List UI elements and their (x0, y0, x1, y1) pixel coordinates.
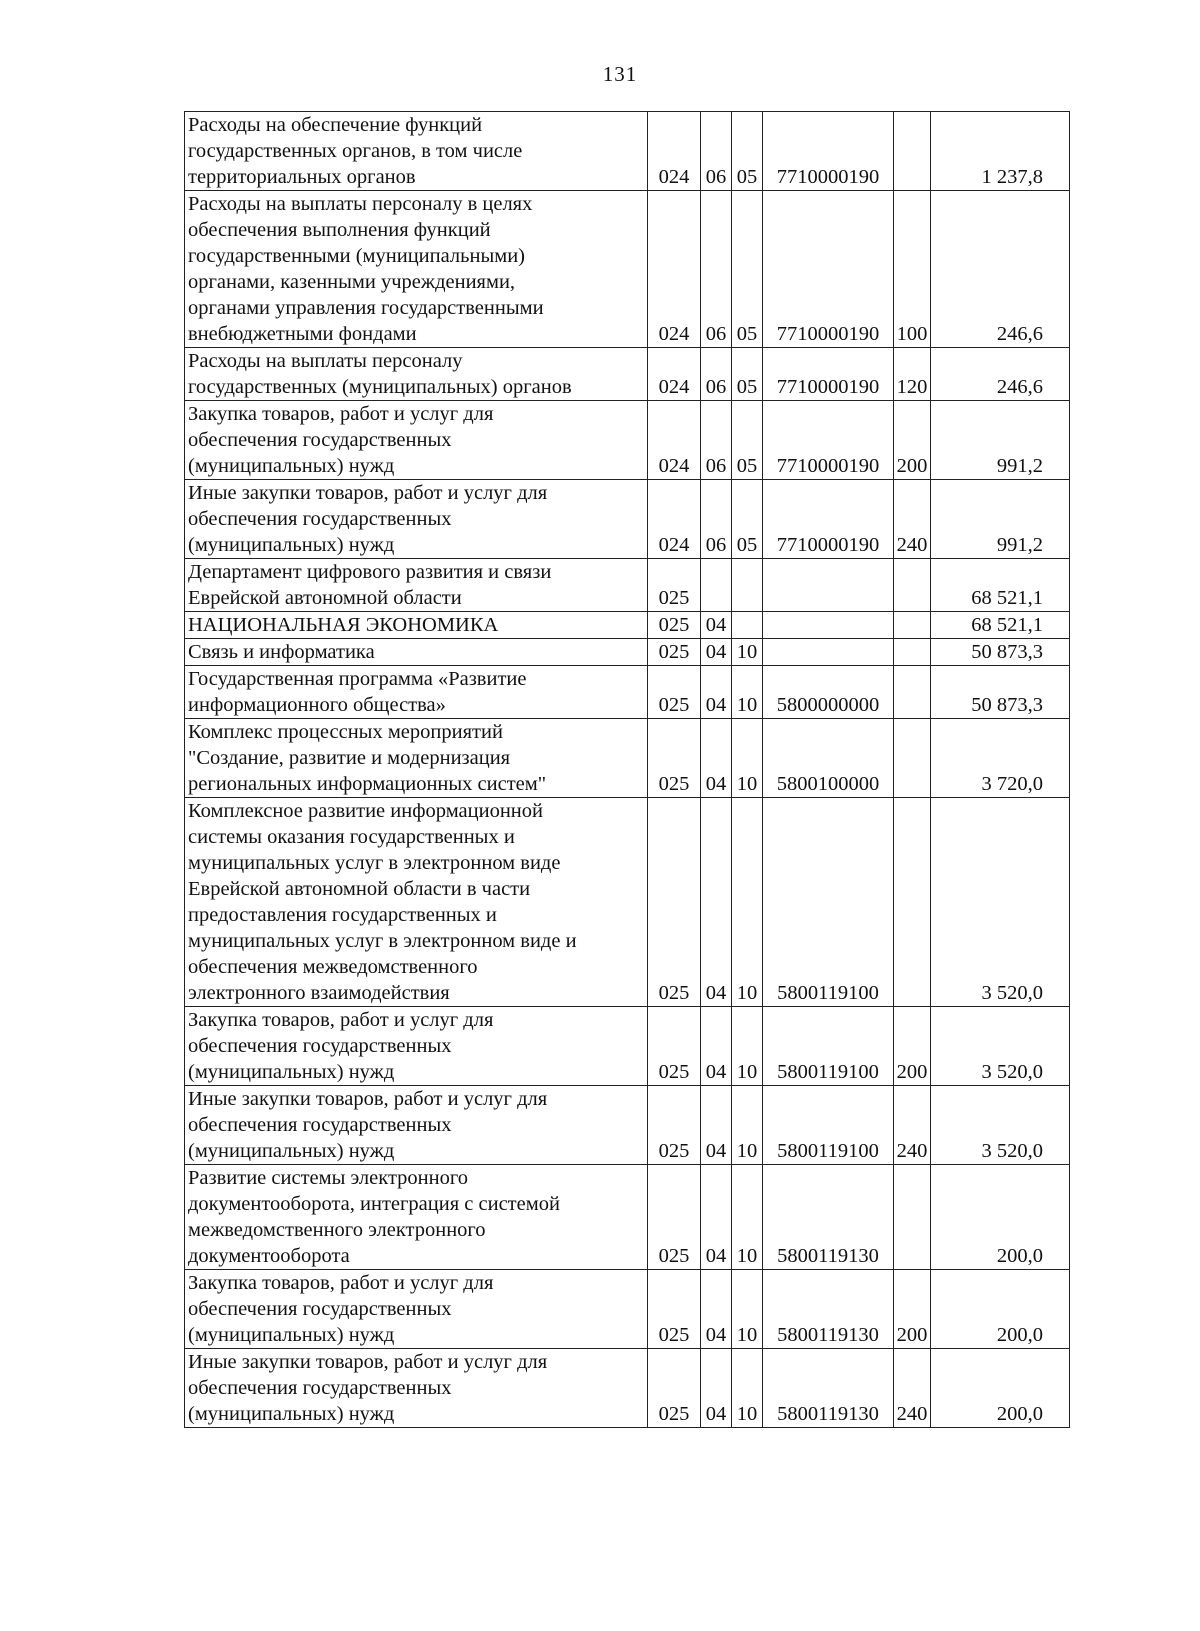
table-row (185, 666, 1070, 719)
cell-name: Комплексное развитие информационной системы оказания государственных и муниципальных услуг в электронном виде Еврейской автономной области в части предоставления государственных и муниципальных услуг в электронном виде и обеспечения межведомственного электронного взаимодействия (185, 798, 648, 1007)
cell-target-article: 5800119130 (763, 1165, 894, 1270)
cell-target-article: 5800119130 (763, 1349, 894, 1428)
cell-name: Департамент цифрового развития и связи Еврейской автономной области (185, 559, 648, 612)
cell-gr-code: 025 (648, 1086, 701, 1165)
cell-target-article: 5800119100 (763, 1086, 894, 1165)
cell-expense-type: 240 (894, 480, 931, 559)
cell-subsection (732, 559, 763, 612)
cell-amount: 200,0 (931, 1270, 1070, 1349)
cell-amount: 50 873,3 (931, 639, 1070, 666)
cell-expense-type: 200 (894, 401, 931, 480)
cell-amount: 3 720,0 (931, 719, 1070, 798)
cell-amount: 68 521,1 (931, 612, 1070, 639)
cell-amount: 200,0 (931, 1349, 1070, 1428)
cell-section: 04 (701, 1349, 732, 1428)
cell-name: Государственная программа «Развитие информационного общества» (185, 666, 648, 719)
cell-gr-code: 025 (648, 798, 701, 1007)
table-row (185, 1007, 1070, 1086)
table-row (185, 1086, 1070, 1165)
cell-subsection: 05 (732, 112, 763, 191)
cell-amount: 68 521,1 (931, 559, 1070, 612)
cell-target-article (763, 559, 894, 612)
cell-expense-type (894, 666, 931, 719)
table-row (185, 1270, 1070, 1349)
cell-name: Расходы на выплаты персоналу в целях обеспечения выполнения функций государственными (муниципальными) органами, казенными учреждениями, органами управления государственными внебюджетными фондами (185, 191, 648, 348)
table-body (185, 112, 1070, 1428)
cell-expense-type: 200 (894, 1270, 931, 1349)
table-row (185, 798, 1070, 1007)
cell-subsection: 10 (732, 1349, 763, 1428)
cell-name: Закупка товаров, работ и услуг для обеспечения государственных (муниципальных) нужд (185, 1270, 648, 1349)
table-row (185, 348, 1070, 401)
cell-target-article (763, 612, 894, 639)
cell-name: Расходы на обеспечение функций государственных органов, в том числе территориальных органов (185, 112, 648, 191)
cell-subsection: 10 (732, 1270, 763, 1349)
cell-subsection: 05 (732, 191, 763, 348)
cell-expense-type (894, 639, 931, 666)
cell-gr-code: 025 (648, 719, 701, 798)
cell-section: 04 (701, 666, 732, 719)
cell-target-article (763, 639, 894, 666)
cell-subsection: 10 (732, 639, 763, 666)
cell-name: Иные закупки товаров, работ и услуг для обеспечения государственных (муниципальных) нужд (185, 1086, 648, 1165)
cell-expense-type (894, 719, 931, 798)
cell-name: Иные закупки товаров, работ и услуг для обеспечения государственных (муниципальных) нужд (185, 480, 648, 559)
cell-gr-code: 025 (648, 559, 701, 612)
cell-expense-type: 200 (894, 1007, 931, 1086)
cell-gr-code: 025 (648, 1165, 701, 1270)
cell-section: 04 (701, 798, 732, 1007)
cell-gr-code: 024 (648, 112, 701, 191)
cell-amount: 991,2 (931, 401, 1070, 480)
cell-section: 06 (701, 348, 732, 401)
cell-gr-code: 025 (648, 1349, 701, 1428)
cell-subsection: 10 (732, 1165, 763, 1270)
cell-section: 04 (701, 719, 732, 798)
cell-expense-type: 120 (894, 348, 931, 401)
cell-subsection: 10 (732, 1086, 763, 1165)
table-row (185, 480, 1070, 559)
cell-target-article: 5800119100 (763, 1007, 894, 1086)
cell-name: Развитие системы электронного документооборота, интеграция с системой межведомственного электронного документооборота (185, 1165, 648, 1270)
cell-section: 04 (701, 1270, 732, 1349)
cell-name: Закупка товаров, работ и услуг для обеспечения государственных (муниципальных) нужд (185, 401, 648, 480)
cell-expense-type (894, 559, 931, 612)
cell-section: 06 (701, 401, 732, 480)
cell-target-article: 5800000000 (763, 666, 894, 719)
cell-amount: 246,6 (931, 191, 1070, 348)
cell-expense-type: 240 (894, 1349, 931, 1428)
cell-target-article: 7710000190 (763, 191, 894, 348)
cell-section: 06 (701, 191, 732, 348)
cell-subsection: 05 (732, 401, 763, 480)
cell-target-article: 5800119130 (763, 1270, 894, 1349)
cell-target-article: 7710000190 (763, 480, 894, 559)
cell-gr-code: 024 (648, 401, 701, 480)
cell-section: 04 (701, 639, 732, 666)
cell-section: 04 (701, 1007, 732, 1086)
cell-amount: 3 520,0 (931, 798, 1070, 1007)
cell-expense-type (894, 1165, 931, 1270)
table-row (185, 191, 1070, 348)
cell-name: Комплекс процессных мероприятий "Создание, развитие и модернизация региональных информационных систем" (185, 719, 648, 798)
cell-amount: 200,0 (931, 1165, 1070, 1270)
cell-subsection (732, 612, 763, 639)
cell-section (701, 559, 732, 612)
cell-name: Закупка товаров, работ и услуг для обеспечения государственных (муниципальных) нужд (185, 1007, 648, 1086)
cell-target-article: 7710000190 (763, 401, 894, 480)
table-row (185, 639, 1070, 666)
table-row (185, 1165, 1070, 1270)
cell-gr-code: 025 (648, 639, 701, 666)
cell-gr-code: 024 (648, 191, 701, 348)
cell-section: 04 (701, 612, 732, 639)
cell-gr-code: 025 (648, 612, 701, 639)
cell-name: Расходы на выплаты персоналу государственных (муниципальных) органов (185, 348, 648, 401)
cell-name: Связь и информатика (185, 639, 648, 666)
cell-target-article: 7710000190 (763, 348, 894, 401)
cell-amount: 50 873,3 (931, 666, 1070, 719)
cell-section: 04 (701, 1165, 732, 1270)
cell-name: Иные закупки товаров, работ и услуг для обеспечения государственных (муниципальных) нужд (185, 1349, 648, 1428)
cell-amount: 991,2 (931, 480, 1070, 559)
table-row (185, 719, 1070, 798)
cell-section: 04 (701, 1086, 732, 1165)
cell-subsection: 10 (732, 719, 763, 798)
cell-target-article: 5800100000 (763, 719, 894, 798)
cell-gr-code: 025 (648, 1270, 701, 1349)
cell-target-article: 7710000190 (763, 112, 894, 191)
cell-expense-type: 100 (894, 191, 931, 348)
cell-subsection: 05 (732, 348, 763, 401)
cell-subsection: 10 (732, 666, 763, 719)
cell-expense-type (894, 112, 931, 191)
cell-gr-code: 024 (648, 480, 701, 559)
cell-subsection: 05 (732, 480, 763, 559)
cell-subsection: 10 (732, 798, 763, 1007)
cell-amount: 1 237,8 (931, 112, 1070, 191)
cell-subsection: 10 (732, 1007, 763, 1086)
cell-expense-type: 240 (894, 1086, 931, 1165)
cell-amount: 246,6 (931, 348, 1070, 401)
cell-name: НАЦИОНАЛЬНАЯ ЭКОНОМИКА (185, 612, 648, 639)
cell-gr-code: 025 (648, 1007, 701, 1086)
cell-gr-code: 025 (648, 666, 701, 719)
cell-target-article: 5800119100 (763, 798, 894, 1007)
table-row (185, 401, 1070, 480)
table-row (185, 612, 1070, 639)
cell-gr-code: 024 (648, 348, 701, 401)
cell-expense-type (894, 798, 931, 1007)
table-row (185, 1349, 1070, 1428)
cell-expense-type (894, 612, 931, 639)
cell-section: 06 (701, 112, 732, 191)
cell-section: 06 (701, 480, 732, 559)
cell-amount: 3 520,0 (931, 1086, 1070, 1165)
table-row (185, 559, 1070, 612)
table-row (185, 112, 1070, 191)
page-number: 131 (602, 62, 638, 86)
budget-table (184, 111, 1070, 1428)
cell-amount: 3 520,0 (931, 1007, 1070, 1086)
